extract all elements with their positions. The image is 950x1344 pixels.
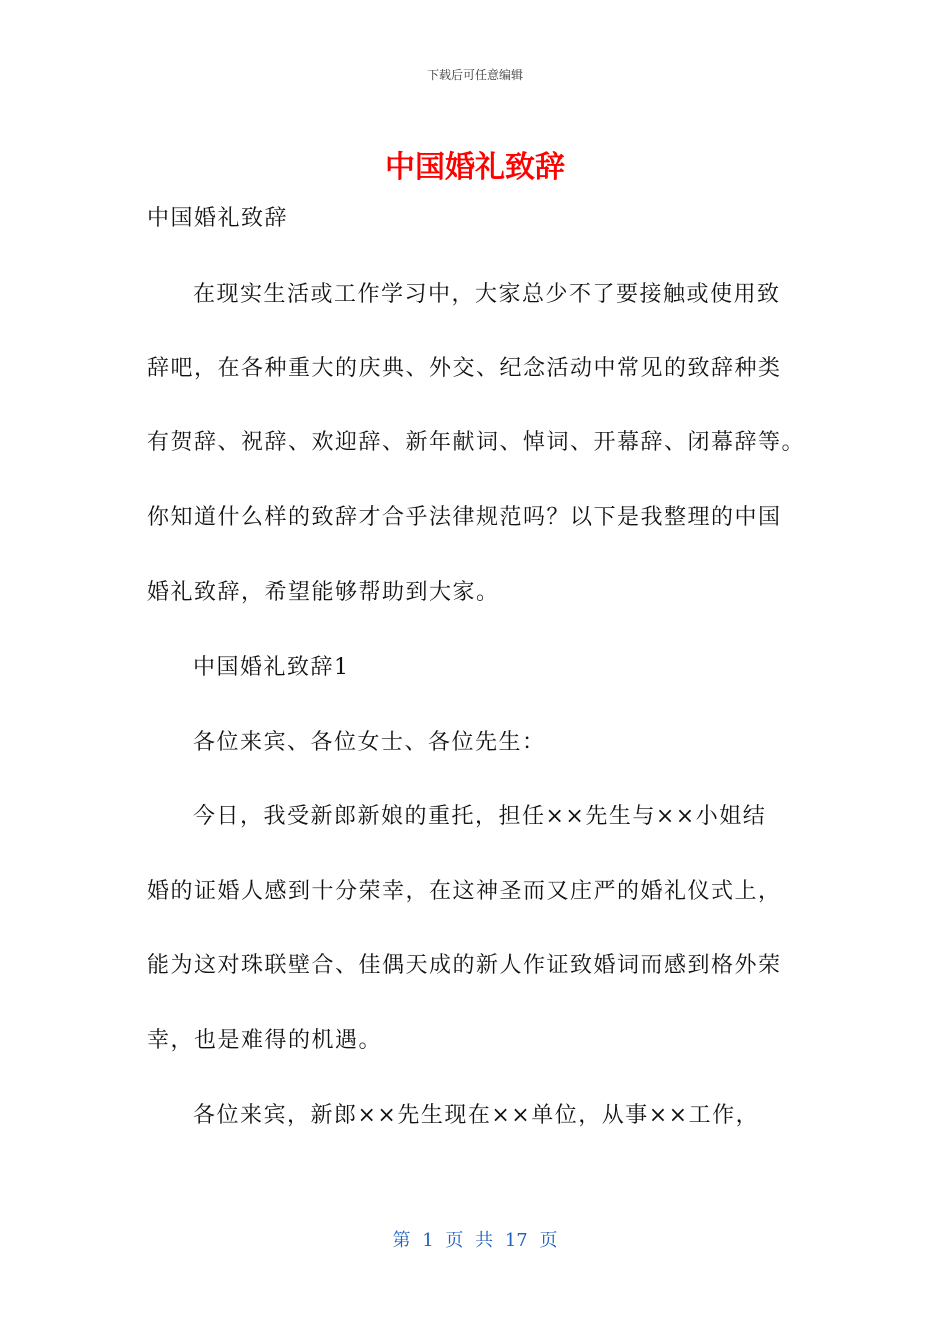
paragraph-line: 在现实生活或工作学习中，大家总少不了要接触或使用致 — [193, 282, 781, 307]
paragraph-line: 辞吧，在各种重大的庆典、外交、纪念活动中常见的致辞种类 — [147, 356, 782, 381]
salutation-line: 各位来宾、各位女士、各位先生： — [193, 730, 546, 755]
section-heading: 中国婚礼致辞1 — [193, 655, 350, 680]
header-note: 下载后可任意编辑 — [426, 68, 523, 82]
paragraph-line: 婚的证婚人感到十分荣幸，在这神圣而又庄严的婚礼仪式上， — [147, 879, 782, 904]
paragraph-line: 今日，我受新郎新娘的重托，担任××先生与××小姐结 — [193, 804, 767, 829]
paragraph-line: 能为这对珠联壁合、佳偶天成的新人作证致婚词而感到格外荣 — [147, 953, 782, 978]
paragraph-line: 有贺辞、祝辞、欢迎辞、新年献词、悼词、开幕辞、闭幕辞等。 — [147, 430, 806, 455]
page-footer: 第 1 页 共 17 页 — [392, 1230, 558, 1251]
subtitle-line: 中国婚礼致辞 — [147, 206, 289, 231]
paragraph-line: 幸，也是难得的机遇。 — [147, 1028, 383, 1053]
paragraph-line: 你知道什么样的致辞才合乎法律规范吗？以下是我整理的中国 — [147, 505, 782, 530]
paragraph-line: 各位来宾，新郎××先生现在××单位，从事××工作， — [193, 1103, 760, 1128]
document-title: 中国婚礼致辞 — [385, 150, 565, 185]
paragraph-line: 婚礼致辞，希望能够帮助到大家。 — [147, 580, 500, 605]
